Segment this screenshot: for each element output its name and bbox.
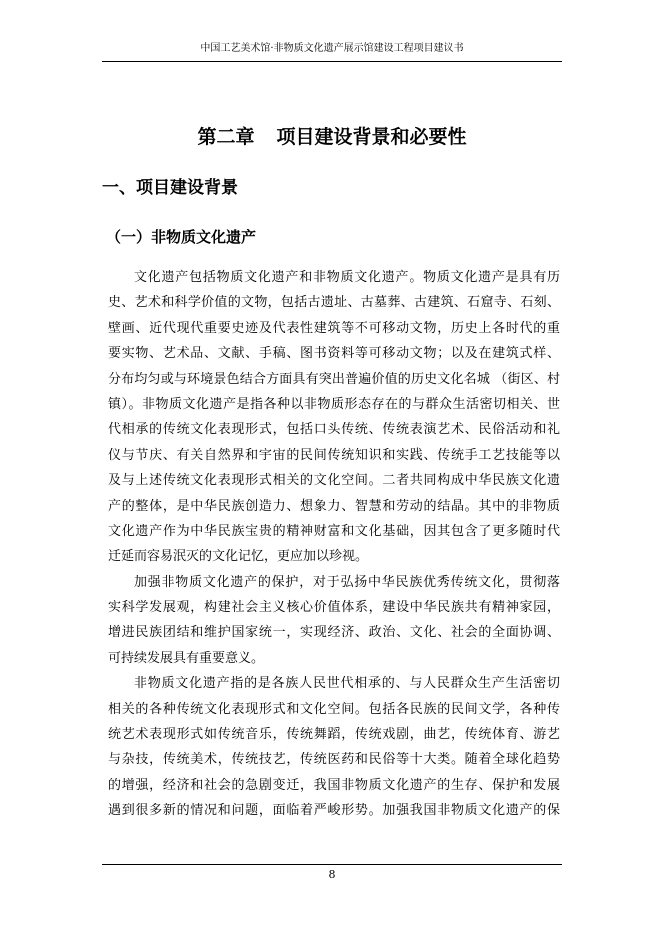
paragraph-line: 镇）。非物质文化遗产是指各种以非物质形态存在的与群众生活密切相关、世 bbox=[108, 396, 560, 412]
paragraph-line: 非物质文化遗产指的是各族人民世代相承的、与人民群众生产生活密切 bbox=[134, 676, 560, 692]
body-text bbox=[108, 265, 560, 824]
paragraph-line: 文化遗产包括物质文化遗产和非物质文化遗产。物质文化遗产是具有历 bbox=[134, 270, 560, 285]
paragraph-line: 及与上述传统文化表现形式相关的文化空间。二者共同构成中华民族文化遗 bbox=[108, 473, 560, 489]
paragraph-line: 迁延而容易泯灭的文化记忆，更应加以珍视。 bbox=[108, 549, 369, 565]
paragraph-line: 统艺术表现形式如传统音乐，传统舞蹈，传统戏剧，曲艺，传统体育、游艺 bbox=[108, 727, 560, 743]
paragraph-line: 文化遗产作为中华民族宝贵的精神财富和文化基础，因其包含了更多随时代 bbox=[108, 523, 560, 539]
paragraph-line: 代相承的传统文化表现形式，包括口头传统、传统表演艺术、民俗活动和礼 bbox=[108, 422, 560, 438]
paragraph-line: 与杂技，传统美术，传统技艺，传统医药和民俗等十大类。随着全球化趋势 bbox=[108, 752, 560, 768]
chapter-title bbox=[102, 124, 562, 150]
header-rule bbox=[102, 61, 562, 62]
paragraph-line: 要实物、艺术品、文献、手稿、图书资料等可移动文物；以及在建筑式样、 bbox=[108, 346, 560, 362]
paragraph-line: 加强非物质文化遗产的保护，对于弘扬中华民族优秀传统文化，贯彻落 bbox=[134, 574, 560, 590]
paragraph-line: 实科学发展观，构建社会主义核心价值体系，建设中华民族共有精神家园， bbox=[108, 600, 560, 616]
paragraph-line: 壁画、近代现代重要史迹及代表性建筑等不可移动文物，历史上各时代的重 bbox=[108, 320, 560, 336]
running-header: 中国工艺美术馆·非物质文化遗产展示馆建设工程项目建议书 bbox=[200, 43, 464, 54]
paragraph-line: 增进民族团结和维护国家统一，实现经济、政治、文化、社会的全面协调、 bbox=[108, 625, 560, 641]
paragraph bbox=[108, 265, 560, 570]
paragraph bbox=[108, 671, 560, 823]
footer-rule bbox=[102, 864, 562, 865]
chapter-number: 第二章 bbox=[197, 126, 255, 148]
paragraph-line: 可持续发展具有重要意义。 bbox=[108, 650, 265, 666]
subsection-title: （一）非物质文化遗产 bbox=[106, 228, 257, 246]
paragraph-line: 史、艺术和科学价值的文物，包括古遗址、古墓葬、古建筑、石窟寺、石刻、 bbox=[108, 295, 560, 311]
paragraph bbox=[108, 570, 560, 672]
paragraph-line: 分布均匀或与环境景色结合方面具有突出普遍价值的历史文化名城 （街区、村 bbox=[108, 371, 560, 387]
paragraph-line: 产的整体，是中华民族创造力、想象力、智慧和劳动的结晶。其中的非物质 bbox=[108, 498, 560, 514]
paragraph-line: 仪与节庆、有关自然界和宇宙的民间传统知识和实践、传统手工艺技能等以 bbox=[108, 447, 560, 463]
paragraph-line: 遇到很多新的情况和问题，面临着严峻形势。加强我国非物质文化遗产的保 bbox=[108, 803, 560, 819]
page-number: 8 bbox=[328, 868, 336, 881]
paragraph-line: 相关的各种传统文化表现形式和文化空间。包括各民族的民间文学，各种传 bbox=[108, 701, 560, 717]
paragraph-line: 的增强，经济和社会的急剧变迁，我国非物质文化遗产的生存、保护和发展 bbox=[108, 777, 560, 793]
chapter-heading: 项目建设背景和必要性 bbox=[276, 126, 467, 148]
section-title: 一、项目建设背景 bbox=[102, 178, 238, 198]
